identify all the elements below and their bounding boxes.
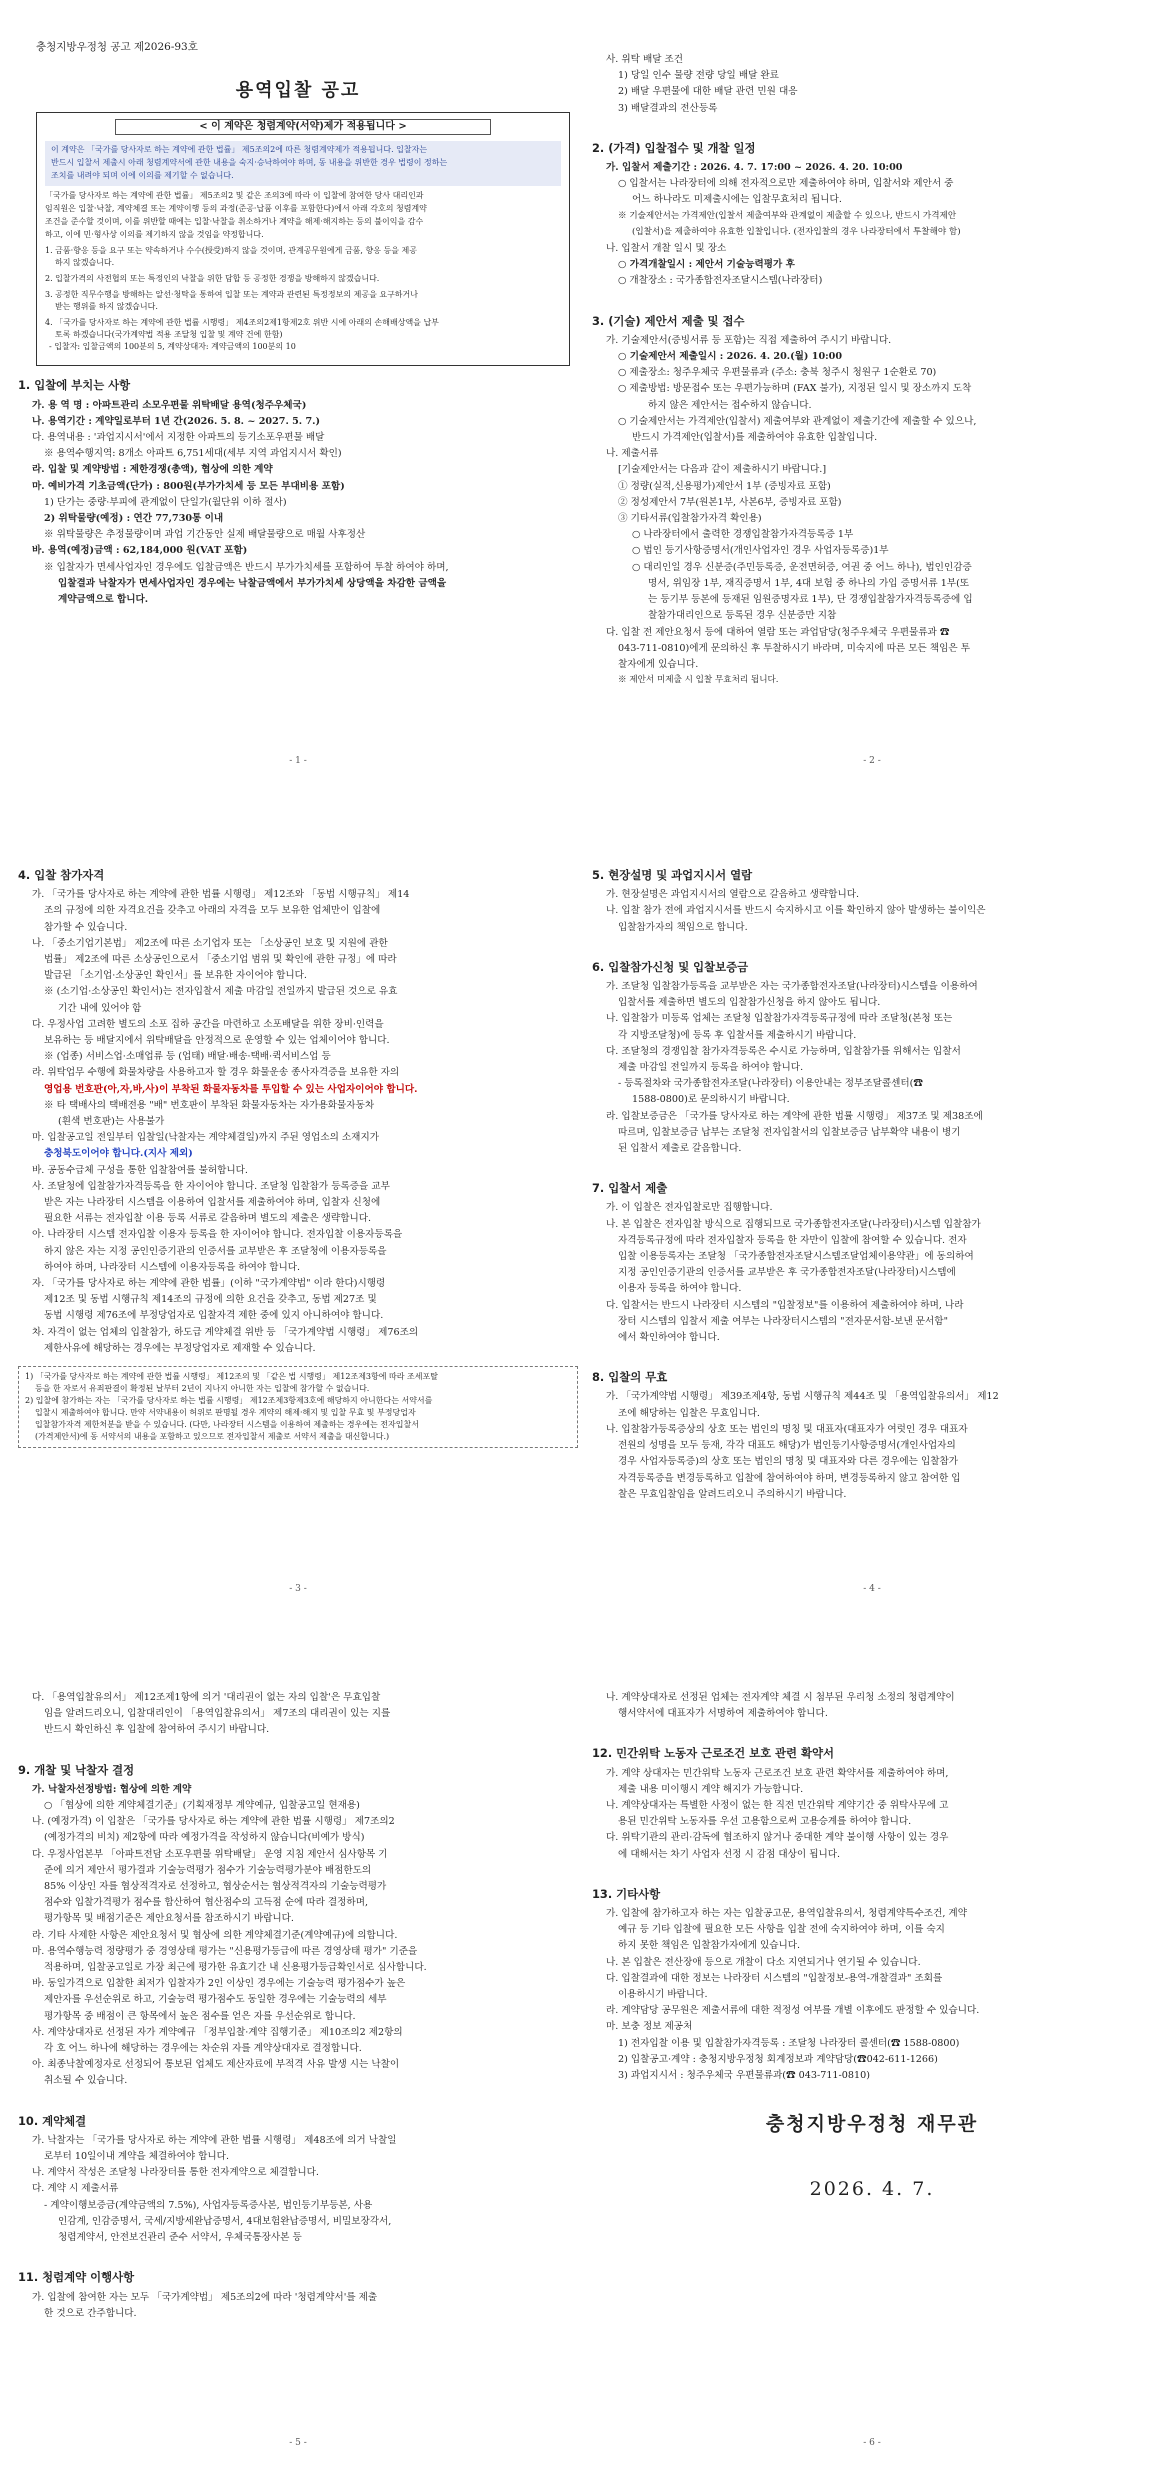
body-line: 장터 시스템의 입찰서 제출 여부는 나라장터시스템의 "전자문서함-보낸 문서함" <box>618 1315 948 1327</box>
body-line: 3) 배달결과의 전산등록 <box>618 102 718 114</box>
section-9-heading: 9. 개찰 및 낙찰자 결정 <box>18 1762 135 1777</box>
service-period: 나. 용역기간 : 계약일로부터 1년 간(2026. 5. 8. ~ 2027. 5. 7.) <box>32 415 321 427</box>
body-line: 받은 자는 나라장터 시스템을 이용하여 입찰서를 제출하여야 하며, 입찰자 신청에 <box>44 1197 381 1209</box>
integrity-item: 3. 공정한 직무수행을 방해하는 알선·청탁을 통하여 입찰 또는 계약과 관련된 특정정보의 제공을 요구하거나 받는 행위를 하지 않겠습니다. <box>45 290 418 312</box>
section-10-heading: 10. 계약체결 <box>18 2113 87 2128</box>
body-line: 라. 입찰보증금은 「국가를 당사자로 하는 계약에 관한 법률 시행령」 제37조 및 제38조에 <box>606 1110 983 1122</box>
body-line: 로부터 10일이내 계약을 체결하여야 합니다. <box>44 2151 230 2163</box>
body-line: 입찰 이용등록자는 조달청 「국가종합전자조달시스템조달업체이용약관」에 동의하여 <box>618 1251 974 1263</box>
body-line: 필요한 서류는 전자입찰 이용 등록 서류로 갈음하며 별도의 제출은 생략합니다. <box>44 1213 372 1225</box>
note-line: ※ 기술제안서는 가격제안(입찰서 제출여부와 관계없이 제출할 수 있으나, 반드시 가격제안 <box>618 210 957 221</box>
body-line: 참가할 수 있습니다. <box>44 921 128 933</box>
body-line: - 계약이행보증금(계약금액의 7.5%), 사업자등록증사본, 법인등기부등본, 사용 <box>44 2199 373 2211</box>
body-line: 용된 민간위탁 노동자를 우선 고용함으로써 고용승계를 하여야 합니다. <box>618 1816 912 1828</box>
integrity-body: 「국가를 당사자로 하는 계약에 관한 법률」 제5조의2 및 같은 조의3에 따라 이 입찰에 참여한 당사 대리인과 임직원은 입찰·낙찰, 계약체결 또는 계약이행 등의 과정(준공·납품 이후를 포함한다)에서 아래 각호의 청렴계약 조건을 준수할 것이며, 이를 위반할 때에는 입찰·낙찰을 취소하거나 계약을 해제·해지하는 등의 불이익을 감수 하고, 이에 민·형사상 이의를 제기하지 않을 것임을 약정합니다. <box>45 191 427 240</box>
estimated-amount: 바. 용역(예정)금액 : 62,184,000 원(VAT 포함) <box>32 545 248 557</box>
body-line: 가. 입찰에 참여한 자는 모두 「국가계약법」 제5조의2에 따라 '청렴계약서'를 제출 <box>32 2291 378 2303</box>
integrity-box-heading: < 이 계약은 청렴계약(서약)제가 적용됩니다 > <box>115 119 491 135</box>
page-number: - 6 - <box>863 2438 881 2448</box>
footnote-line: 입찰시 제출하여야 합니다. 만약 서약내용이 허위로 판명될 경우 계약의 해제·해지 및 입찰 무효 및 부정당업자 <box>35 1408 416 1418</box>
body-line: 다. 「용역입찰유의서」 제12조제1항에 의거 '대리권이 없는 자의 입찰'은 무효입찰 <box>32 1692 381 1703</box>
section-3-heading: 3. (기술) 제안서 제출 및 접수 <box>592 313 745 328</box>
body-line: 제출 내용 미이행시 계약 해지가 가능합니다. <box>618 1783 804 1795</box>
body-line: 1) 단가는 중량·부피에 관계없이 단일가(월단위 이하 절사) <box>44 496 287 508</box>
body-line: [기술제안서는 다음과 같이 제출하시기 바랍니다.] <box>618 464 827 476</box>
body-line: ○ 기술제안서는 가격제안(입찰서) 제출여부와 관계없이 제출기간에 제출할 수 있으나, <box>618 415 977 427</box>
body-line: 지정 공인인증기관의 인증서를 교부받은 후 국가종합전자조달(나라장터)시스템에 <box>618 1267 956 1279</box>
body-line: 가. 기술제안서(증빙서류 등 포함)는 직접 제출하여 주시기 바랍니다. <box>606 334 892 346</box>
body-line: ○ 제출방법: 방문접수 또는 우편가능하며 (FAX 불가), 지정된 일시 및 장소까지 도착 <box>618 383 972 395</box>
page-3 <box>18 852 578 1660</box>
body-line: 사. 계약상대자로 선정된 자가 계약예규 「정부입찰·계약 집행기준」 제10조의2 제2항의 <box>32 2026 403 2038</box>
body-line: 조의 규정에 의한 자격요건을 갖추고 아래의 자격을 모두 보유한 업체만이 입찰에 <box>44 905 381 917</box>
body-line: 예규 등 기타 입찰에 필요한 모든 사항을 입찰 전에 숙지하여야 하며, 이를 숙지 <box>618 1924 945 1936</box>
page-6 <box>592 1680 1152 2488</box>
integrity-item: 1. 금품·향응 등을 요구 또는 약속하거나 수수(授受)하지 않을 것이며, 관계공무원에게 금품, 향응 등을 제공 하지 않겠습니다. <box>45 246 417 268</box>
body-line: 취소될 수 있습니다. <box>44 2075 128 2087</box>
page-number: - 4 - <box>863 1584 881 1594</box>
body-line: 바. 동일가격으로 입찰한 최저가 입찰자가 2인 이상인 경우에는 기술능력 평가점수가 높은 <box>32 1978 406 1990</box>
body-line: 제한사유에 해당하는 경우에는 부정당업자로 제재할 수 있습니다. <box>44 1342 316 1354</box>
body-line: 임을 알려드리오니, 입찰대리인이 「용역입찰유의서」 제7조의 대리권이 있는 지를 <box>44 1708 391 1720</box>
body-line: 평가항목 중 배점이 큰 항목에서 높은 점수를 얻은 자를 우선순위로 합니다. <box>44 2010 356 2022</box>
body-line: 된 입찰서 제출로 갈음합니다. <box>618 1143 742 1155</box>
body-line: 차. 자격이 없는 업체의 입찰참가, 하도급 계약체결 위반 등 「국가계약법 시행령」 제76조의 <box>32 1326 419 1338</box>
body-line: 가. 조달청 입찰참가등록을 교부받은 자는 국가종합전자조달(나라장터)시스템을 이용하여 <box>606 981 978 993</box>
body-line: 경우 사업자등록증)의 상호 또는 법인의 명칭 및 대표자와 다른 경우에는 입찰참가 <box>618 1456 959 1468</box>
body-line: - 등록절차와 국가종합전자조달(나라장터) 이용안내는 정부조달콜센터(☎ <box>618 1078 924 1090</box>
body-line: 한 것으로 간주합니다. <box>44 2307 137 2319</box>
body-line: 나. 제출서류 <box>606 448 659 460</box>
integrity-notice-line: 이 계약은 「국가를 당사자로 하는 계약에 관한 법률」 제5조의2에 따른 청렴계약제가 적용됩니다. 입찰자는 <box>51 145 428 155</box>
body-line: 가. 「국가계약법 시행령」 제39조제4항, 동법 시행규칙 제44조 및 「용역입찰유의서」 제12 <box>606 1391 999 1403</box>
footnote-line: 1) 「국가를 당사자로 하는 계약에 관한 법률 시행령」 제12조의 및 「같은 법 시행령」 제12조제3항에 따라 조세포탈 <box>25 1372 438 1382</box>
section-11-heading: 11. 청렴계약 이행사항 <box>18 2270 135 2285</box>
body-line: 가. 낙찰자는 「국가를 당사자로 하는 계약에 관한 법률 시행령」 제48조에 의거 낙찰일 <box>32 2134 397 2146</box>
body-line: 1) 당일 인수 물량 전량 당일 배달 완료 <box>618 70 779 82</box>
body-line: 인감계, 인감증명서, 국세/지방세완납증명서, 4대보험완납증명서, 비밀보장각서, <box>58 2215 392 2227</box>
integrity-item: 4. 「국가를 당사자로 하는 계약에 관한 법률 시행령」 제4조의2제1항제2호 위반 시에 아래의 손해배상액을 납부 토록 하겠습니다(국가계약법 적용 조달청 입찰 및 계약 건에 한함) - 입찰자: 입찰금액의 100분의 5, 계약상대자: 계약금액의 100분의 10 <box>45 318 439 352</box>
body-line: 나. 계약상대자로 선정된 업체는 전자계약 체결 시 첨부된 우리청 소정의 청렴계약이 <box>606 1692 955 1703</box>
body-line: 반드시 확인하신 후 입찰에 참여하여 주시기 바랍니다. <box>44 1724 270 1736</box>
note-line: ※ (소기업·소상공인 확인서)는 전자입찰서 제출 마감일 전일까지 발급된 것으로 유효 <box>44 986 398 998</box>
body-line: 나. 본 입찰은 전산장애 등으로 개찰이 다소 지연되거나 연기될 수 있습니다. <box>606 1956 921 1968</box>
body-line: 어느 하나라도 미제출시에는 입찰무효처리 됩니다. <box>632 194 842 206</box>
body-line: 라. 계약담당 공무원은 제출서류에 대한 적정성 여부를 개별 이후에도 판정할 수 있습니다. <box>606 2005 980 2017</box>
body-line: 입찰서를 제출하면 별도의 입찰참가신청을 하지 않아도 됩니다. <box>618 997 881 1009</box>
body-line: 가. 입찰에 참가하고자 하는 자는 입찰공고문, 용역입찰유의서, 청렴계약특수조건, 계약 <box>606 1908 967 1920</box>
body-line: 이용자 등록을 하여야 합니다. <box>618 1283 742 1295</box>
note-line: 기간 내에 있어야 함 <box>58 1002 142 1014</box>
body-line: 발급된 「소기업·소상공인 확인서」를 보유한 자이어야 합니다. <box>44 970 307 982</box>
body-line: 다. 조달청의 경쟁입찰 참가자격등록은 수시로 가능하며, 입찰참가를 위해서는 입찰서 <box>606 1045 961 1057</box>
body-line: 다. 우정사업본부 「아파트전담 소포우편물 위탁배달」 운영 지침 제안서 심사항목 기 <box>32 1848 388 1860</box>
contract-method: 라. 입찰 및 계약방법 : 제한경쟁(총액), 협상에 의한 계약 <box>32 464 273 476</box>
body-line: 자격등록증을 변경등록하고 입찰에 참여하여야 하며, 변경등록하지 않고 참여한 입 <box>618 1472 961 1484</box>
body-line: 다. 위탁기관의 관리·감독에 협조하지 않거나 중대한 계약 불이행 사항이 있는 경우 <box>606 1832 949 1844</box>
body-line: ○ 나라장터에서 출력한 경쟁입찰참가자격등록증 1부 <box>632 529 854 541</box>
body-line: 아. 최종낙찰예정자로 선정되어 통보된 업체도 제산자료에 부적격 사유 발생 시는 낙찰이 <box>32 2059 400 2071</box>
base-price: 마. 예비가격 기초금액(단가) : 800원(부가가치세 등 모든 부대비용 포함) <box>32 480 345 492</box>
bid-period: 가. 입찰서 제출기간 : 2026. 4. 7. 17:00 ~ 2026. 4. 20. 10:00 <box>606 162 903 174</box>
service-name: 가. 용 역 명 : 아파트관리 소모우편물 위탁배달 용역(청주우체국) <box>32 399 307 411</box>
note-line: 입찰결과 낙찰자가 면세사업자인 경우에는 낙찰금액에서 부가가치세 상당액을 차감한 금액을 <box>58 577 447 589</box>
highlight-line: 영업용 번호판(아,자,바,사)이 부착된 화물자동차를 투입할 수 있는 사업자이어야 합니다. <box>44 1083 418 1095</box>
body-line: 조에 해당하는 입찰은 무효입니다. <box>618 1407 760 1419</box>
footnote-line: 등을 한 자로서 유죄판결이 확정된 날부터 2년이 지나지 아니한 자는 입찰에 참가할 수 없습니다. <box>35 1384 370 1394</box>
body-line: 1588-0800)로 문의하시기 바랍니다. <box>632 1094 790 1106</box>
body-line: 보유하는 등 배달지에서 위탁배달을 안정적으로 운영할 수 있는 업체이어야 합니다. <box>44 1035 390 1047</box>
body-line: 나. 입찰참가등록증상의 상호 또는 법인의 명칭 및 대표자(대표자가 여럿인 경우 대표자 <box>606 1423 968 1435</box>
note-line: ※ 위탁물량은 추정물량이며 과업 기간동안 실제 배달물량으로 매월 사후정산 <box>44 529 366 541</box>
body-line: 에서 확인하여야 합니다. <box>618 1332 720 1344</box>
page-number: - 3 - <box>289 1584 307 1594</box>
body-line: (예정가격의 비치) 제2항에 따라 예정가격을 작성하지 않습니다(비예가 방식) <box>44 1832 365 1844</box>
body-line: 가. 「국가를 당사자로 하는 계약에 관한 법률 시행령」 제12조와 「동법 시행규칙」 제14 <box>32 889 410 901</box>
body-line: 적용하며, 입찰공고일로 가장 최근에 평가한 유효기간 내 신용평가등급확인서로 심사합니다. <box>44 1962 427 1974</box>
body-line: 는 등기부 등본에 등재된 임원증명자료 1부), 단 경쟁입찰참가자격등록증에 입 <box>648 594 973 606</box>
body-line: 나. 「중소기업기본법」 제2조에 따른 소기업자 또는 「소상공인 보호 및 지원에 관한 <box>32 937 388 949</box>
body-line: 입찰참가자의 책임으로 합니다. <box>618 921 748 933</box>
body-line: 마. 용역수행능력 정량평가 중 경영상태 평가는 "신용평가등급에 따른 경영상태 평가" 기준을 <box>32 1945 418 1957</box>
issue-date: 2026. 4. 7. <box>809 2178 935 2201</box>
body-line: 나. 입찰 참가 전에 과업지시서를 반드시 숙지하시고 이를 확인하지 않아 발생하는 불이익은 <box>606 905 986 917</box>
body-line: 제출 마감일 전일까지 등록을 하여야 합니다. <box>618 1062 804 1074</box>
body-line: 이용하시기 바랍니다. <box>618 1989 708 2001</box>
service-content: 다. 용역내용 : '과업지시서'에서 지정한 아파트의 등기소포우편물 배달 <box>32 432 325 444</box>
page-2 <box>592 30 1152 838</box>
body-line: ○ 법인 등기사항증명서(개인사업자인 경우 사업자등록증)1부 <box>632 545 889 557</box>
body-line: 마. 보충 정보 제공처 <box>606 2021 693 2033</box>
body-line: ○ 「협상에 의한 계약체결기준」(기획재정부 계약예규, 입찰공고일 현재용) <box>44 1800 360 1812</box>
integrity-notice <box>45 141 561 186</box>
body-line: 아. 나라장터 시스템 전자입찰 이용자 등록을 한 자이어야 합니다. 전자입찰 이용자등록을 <box>32 1229 403 1241</box>
page-number: - 2 - <box>863 756 881 766</box>
body-line: 자격등록규정에 따라 전자입찰자 등록을 한 자만이 입찰에 참여할 수 있습니다. 전자 <box>618 1234 967 1246</box>
body-line: 다. 입찰결과에 대한 정보는 나라장터 시스템의 "입찰정보-용역-개찰결과" 조회를 <box>606 1972 943 1984</box>
body-line: 043-711-0810)에게 문의하신 후 투찰하시기 바라며, 미숙지에 따른 모든 책임은 투 <box>618 642 970 654</box>
body-line: 각 지방조달청)에 등록 후 입찰서를 제출하시기 바랍니다. <box>618 1029 857 1041</box>
note-line: (입찰서)을 제출하여야 유효한 입찰입니다. (전자입찰의 경우 나라장터에서 투찰해야 함) <box>632 226 961 237</box>
highlight-line: 충청북도이어야 합니다.(지사 제외) <box>44 1148 193 1160</box>
body-line: 나. 본 입찰은 전자입찰 방식으로 집행되므로 국가종합전자조달(나라장터)시스템 입찰참가 <box>606 1218 981 1230</box>
body-line: 점수와 입찰가격평가 점수를 합산하여 협산점수의 고득점 순에 따라 결정하며, <box>44 1897 369 1909</box>
section-13-heading: 13. 기타사항 <box>592 1886 661 1901</box>
integrity-notice-line: 조치를 내려야 되며 이에 이의를 제기할 수 없습니다. <box>51 171 234 181</box>
body-line: 제12조 및 동법 시행규칙 제14조의 규정에 의한 요건을 갖추고, 동법 제27조 및 <box>44 1294 377 1306</box>
footnote-line: 입찰참가자격 제한처분을 받을 수 있습니다. (다만, 나라장터 시스템을 이용하여 제출하는 경우에는 전자입찰서 <box>35 1420 419 1430</box>
section-12-heading: 12. 민간위탁 노동자 근로조건 보호 관련 확약서 <box>592 1746 835 1761</box>
integrity-item: 2. 입찰가격의 사전협의 또는 특정인의 낙찰을 위한 담합 등 공정한 경쟁을 방해하지 않겠습니다. <box>45 274 380 284</box>
body-line: 라. 기타 사제한 사항은 제안요청서 및 협상에 의한 계약체결기준(계약예규)에 의합니다. <box>32 1929 398 1941</box>
body-line: 85% 이상인 자를 협상적격자로 선정하고, 협상순서는 협상적격자의 기술능력평가 <box>44 1881 387 1893</box>
notice-number: 충청지방우정청 공고 제2026-93호 <box>36 41 198 53</box>
body-line: 각 호 어느 하나에 해당하는 경우에는 차순위 자를 계약상대자로 결정합니다. <box>44 2043 362 2055</box>
contact-line: 2) 입찰공고·계약 : 충청지방우정청 회계정보과 계약담당(☎042-611-1266) <box>618 2053 938 2065</box>
body-line: 하지 않은 자는 지정 공인인증기관의 인증서를 교부받은 후 조달청에 이용자등록을 <box>44 1245 387 1257</box>
integrity-contract-box <box>36 112 570 366</box>
body-line: 다. 계약 시 제출서류 <box>32 2183 119 2195</box>
body-line: 하지 못한 책임은 입찰참가자에게 있습니다. <box>618 1940 801 1952</box>
body-line: ○ 제출장소: 청주우체국 우편물류과 (주소: 충북 청주시 청원구 1순환로 70) <box>618 367 937 379</box>
body-line: 에 대해서는 차기 사업자 선정 시 감점 대상이 됩니다. <box>618 1848 841 1860</box>
page-1 <box>18 30 578 838</box>
body-line: ○ 대리인일 경우 신분증(주민등록증, 운전면허증, 여권 중 어느 하나), 법인인감증 <box>632 561 972 573</box>
note-line: 계약금액으로 합니다. <box>58 594 149 606</box>
note-line: ※ 타 택배사의 택배전용 "배" 번호판이 부착된 화물자동차는 자가용화물자동차 <box>44 1099 375 1111</box>
note-line: (흰색 번호판)는 사용불가 <box>58 1116 165 1128</box>
contact-line: 3) 과업지시서 : 청주우체국 우편물류과(☎ 043-711-0810) <box>618 2070 870 2082</box>
body-line: 가. 현장설명은 과업지시서의 열람으로 갈음하고 생략합니다. <box>606 889 860 901</box>
section-8-heading: 8. 입찰의 무효 <box>592 1370 668 1385</box>
body-line: 사. 위탁 배달 조건 <box>606 54 684 65</box>
document-title: 용역입찰 공고 <box>235 80 361 102</box>
body-line: ③ 기타서류(입찰참가자격 확인용) <box>618 513 762 525</box>
page-number: - 1 - <box>289 756 307 766</box>
body-line: 청렴계약서, 안전보건관리 준수 서약서, 우체국통장사본 등 <box>58 2232 302 2244</box>
body-line: 하여야 하며, 나라장터 시스템에 이용자등록을 하여야 합니다. <box>44 1261 301 1273</box>
footnote-line: 2) 입찰에 참가하는 자는 「국가를 당사자로 하는 법률 시행령」 제12조제3항제3호에 해당하지 아니한다는 서약서를 <box>25 1396 433 1406</box>
section-6-heading: 6. 입찰참가신청 및 입찰보증금 <box>592 959 749 974</box>
body-line: 찰은 무효입찰임을 알려드리오니 주의하시기 바랍니다. <box>618 1488 847 1500</box>
body-line: 나. 계약상대자는 특별한 사정이 없는 한 직전 민간위탁 계약기간 중 위탁사무에 고 <box>606 1800 949 1812</box>
body-line: 다. 우정사업 고려한 별도의 소포 집하 공간을 마련하고 소포배달을 위한 장비·인력을 <box>32 1018 384 1030</box>
body-line: 평가항목 및 배점기준은 제안요청서를 참조하시기 바랍니다. <box>44 1913 294 1925</box>
body-line: 반드시 가격제안(입찰서)를 제출하여야 유효한 입찰입니다. <box>632 432 878 444</box>
body-line: 가. 이 입찰은 전자입찰로만 집행합니다. <box>606 1202 773 1214</box>
body-line: 가. 계약 상대자는 민간위탁 노동자 근로조건 보호 관련 확약서를 제출하여야 하며, <box>606 1767 949 1779</box>
opening-date: ○ 가격개찰일시 : 제안서 기술능력평가 후 <box>618 259 795 271</box>
body-line: 마. 입찰공고일 전일부터 입찰일(낙찰자는 계약체결일)까지 주된 영업소의 소재지가 <box>32 1132 379 1144</box>
footnote-line: (가격제안서)에 동 서약서의 내용을 포함하고 있으므로 전자입찰서 제출로 서약서 제출을 대신합니다.) <box>35 1432 390 1442</box>
issuer-signature: 충청지방우정청 재무관 <box>765 2113 979 2136</box>
integrity-notice-line: 반드시 입찰서 제출시 아래 청렴계약서에 관한 내용을 숙지·승낙하여야 하며, 동 내용을 위반한 경우 법령이 정하는 <box>51 158 448 168</box>
page-number: - 5 - <box>289 2438 307 2448</box>
footnote-box <box>18 1366 578 1448</box>
body-line: 준에 의거 제안서 평가결과 기술능력평가 점수가 기술능력평가분야 배점한도의 <box>44 1864 372 1876</box>
body-line: 나. (예정가격) 이 입찰은 「국가를 당사자로 하는 계약에 관한 법률 시행령」 제7조의2 <box>32 1816 395 1828</box>
page-4 <box>592 852 1152 1660</box>
body-line: ② 정성제안서 7부(원본1부, 사본6부, 증빙자료 포함) <box>618 496 842 508</box>
body-line: 가. 낙찰자선정방법: 협상에 의한 계약 <box>32 1783 192 1795</box>
body-line: 동법 시행령 제76조에 부정당업자로 입찰자격 제한 중에 있지 아니하여야 합니다. <box>44 1310 384 1322</box>
body-line: 따르며, 입찰보증금 납부는 조달청 전자입찰서의 입찰보증금 납부확약 내용이 병기 <box>618 1126 961 1138</box>
section-5-heading: 5. 현장설명 및 과업지시서 열람 <box>592 868 753 882</box>
note-line: ※ 입찰자가 면세사업자인 경우에도 입찰금액은 반드시 부가가치세를 포함하여 투찰 하여야 하며, <box>44 561 449 573</box>
body-line: 나. 입찰참가 미등록 업체는 조달청 입찰참가자격등록규정에 따라 조달청(본청 또는 <box>606 1013 953 1025</box>
section-4-heading: 4. 입찰 참가자격 <box>18 868 105 882</box>
body-line: 전원의 성명을 모두 등재, 각각 대표도 해당)가 법인등기사항증명서(개인사업자의 <box>618 1440 956 1452</box>
body-line: 라. 위탁업무 수행에 화물차량을 사용하고자 할 경우 화물운송 종사자격증을 보유한 자의 <box>32 1067 400 1079</box>
section-7-heading: 7. 입찰서 제출 <box>592 1181 668 1196</box>
body-line: 2) 위탁물량(예정) : 연간 77,730통 이내 <box>44 513 224 525</box>
body-line: 다. 입찰 전 제안요청서 등에 대하여 열람 또는 과업담당(청주우체국 우편물류과 ☎ <box>606 626 950 638</box>
body-line: 나. 계약서 작성은 조달청 나라장터를 통한 전자계약으로 체결합니다. <box>32 2167 319 2179</box>
body-line: 하지 않은 제안서는 접수하지 않습니다. <box>648 399 812 411</box>
proposal-deadline: ○ 기술제안서 제출일시 : 2026. 4. 20.(월) 10:00 <box>618 351 843 363</box>
note-line: ※ (업종) 서비스업·소매업류 등 (업태) 배달·배송·택배·퀵서비스업 등 <box>44 1051 331 1063</box>
section-2-heading: 2. (가격) 입찰접수 및 개찰 일정 <box>592 140 756 155</box>
body-line: 바. 공동수급체 구성을 통한 입찰참여를 불허합니다. <box>32 1164 248 1176</box>
body-line: 2) 배달 우편물에 대한 배달 관련 민원 대응 <box>618 86 798 98</box>
body-line: 법률」 제2조에 따른 소상공인으로서 「중소기업 범위 및 확인에 관한 규정」에 따라 <box>44 954 397 966</box>
body-line: 사. 조달청에 입찰참가자격등록을 한 자이어야 합니다. 조달청 입찰참가 등록증을 교부 <box>32 1180 390 1192</box>
body-line: ① 정량(실적,신용평가)제안서 1부 (증빙자료 포함) <box>618 480 831 492</box>
body-line: 찰자에게 있습니다. <box>618 658 699 670</box>
body-line: 다. 입찰서는 반드시 나라장터 시스템의 "입찰정보"를 이용하여 제출하여야 하며, 나라 <box>606 1299 964 1311</box>
body-line: 찰참가대리인으로 등록된 경우 신분증만 지참 <box>648 610 837 622</box>
body-line: 행서약서에 대표자가 서명하여 제출하여야 합니다. <box>618 1708 828 1720</box>
body-line: 제안자를 우선순위로 하고, 기술능력 평가점수도 동일한 경우에는 기술능력의 세부 <box>44 1994 387 2006</box>
section-1-heading: 1. 입찰에 부치는 사항 <box>18 378 131 393</box>
body-line: ○ 개찰장소 : 국가종합전자조달시스템(나라장터) <box>618 275 823 287</box>
body-line: ○ 입찰서는 나라장터에 의해 전자적으로만 제출하여야 하며, 입찰서와 제안서 중 <box>618 178 954 190</box>
contact-line: 1) 전자입찰 이용 및 입찰참가자격등록 : 조달청 나라장터 콜센터(☎ 1588-0800) <box>618 2037 960 2049</box>
body-line: 명서, 위임장 1부, 재직증명서 1부, 4대 보험 중 하나의 가입 증명서류 1부(또 <box>648 577 970 589</box>
note-line: ※ 제안서 미제출 시 입찰 무효처리 됩니다. <box>618 675 779 686</box>
body-line: 자. 「국가를 당사자로 하는 계약에 관한 법률」(이하 "국가계약법" 이라 한다)시행령 <box>32 1278 386 1290</box>
page-5 <box>18 1680 578 2488</box>
note-line: ※ 용역수행지역: 8개소 아파트 6,751세대(세부 지역 과업지시서 확인) <box>44 448 342 460</box>
body-line: 나. 입찰서 개찰 일시 및 장소 <box>606 243 727 255</box>
